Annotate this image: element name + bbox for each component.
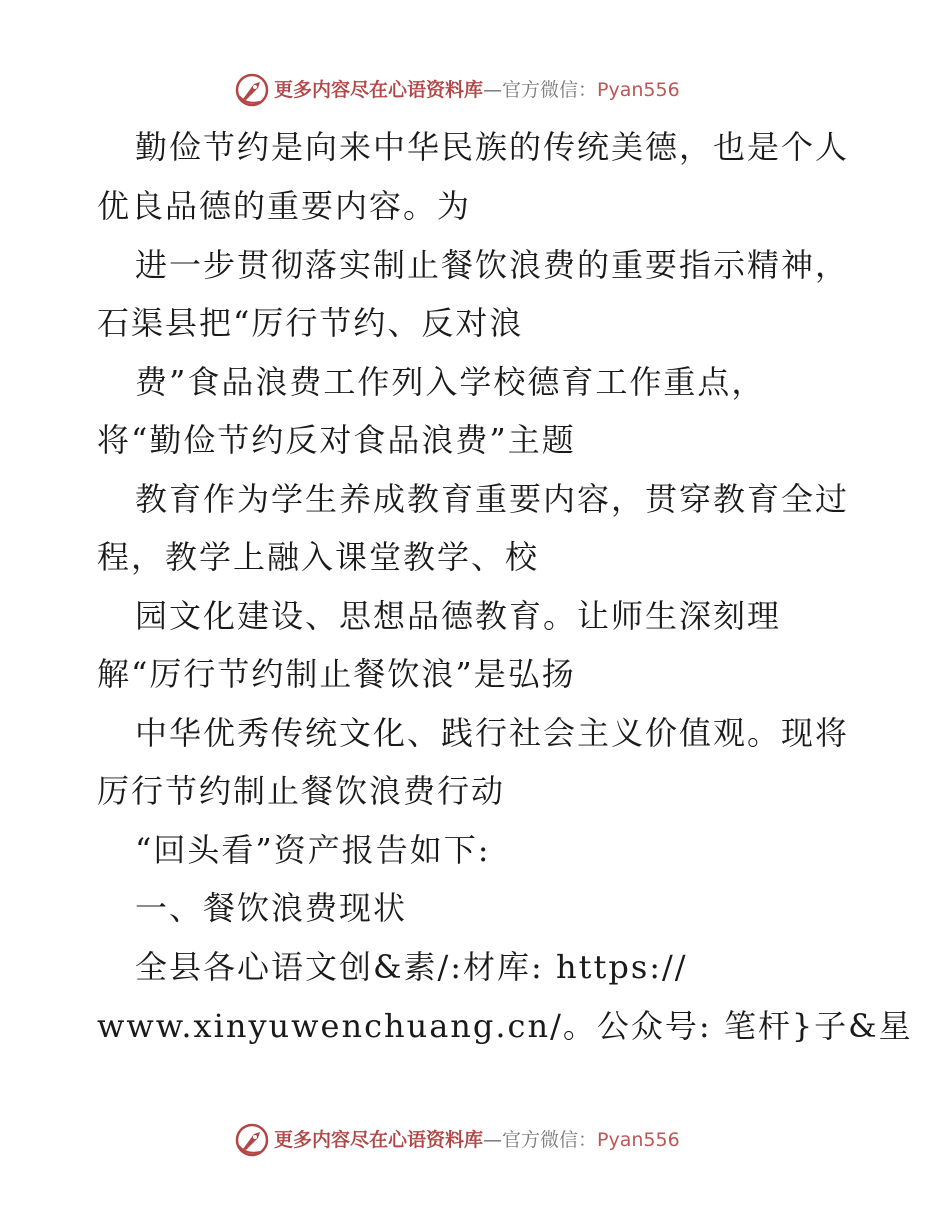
text-line: 将“勤俭节约反对食品浪费”主题 bbox=[97, 421, 576, 459]
text-line: “回头看”资产报告如下: bbox=[135, 831, 491, 869]
text-line: 费”食品浪费工作列入学校德育工作重点， bbox=[135, 363, 766, 401]
text-line: 解“厉行节约制止餐饮浪”是弘扬 bbox=[97, 655, 576, 693]
text-line: 进一步贯彻落实制止餐饮浪费的重要指示精神， bbox=[135, 246, 850, 284]
text-line: 勤俭节约是向来中华民族的传统美德，也是个人 bbox=[135, 128, 850, 166]
watermark-dash: — bbox=[483, 1129, 503, 1151]
watermark-id: Pyan556 bbox=[597, 1129, 680, 1151]
text-line: 程，教学上融入课堂教学、校 bbox=[97, 538, 540, 576]
pen-nib-logo-icon bbox=[234, 1122, 270, 1158]
text-line: www.xinyuwenchuang.cn/。公众号: 笔杆}子&星 bbox=[97, 1007, 913, 1045]
text-line: 厉行节约制止餐饮浪费行动 bbox=[97, 772, 506, 810]
text-line: 园文化建设、思想品德教育。让师生深刻理 bbox=[135, 597, 782, 635]
watermark-wechat-label: 官方微信： bbox=[502, 79, 598, 101]
text-line: 教育作为学生养成教育重要内容，贯穿教育全过 bbox=[135, 480, 850, 518]
watermark-wechat-label: 官方微信： bbox=[502, 1129, 598, 1151]
text-line: 优良品德的重要内容。为 bbox=[97, 187, 472, 225]
watermark-brand: 更多内容尽在心语资料库 bbox=[274, 1129, 484, 1151]
text-line: 中华优秀传统文化、践行社会主义价值观。现将 bbox=[135, 714, 850, 752]
text-line: 全县各心语文创&素/:材库: https:// bbox=[135, 948, 688, 986]
watermark-brand: 更多内容尽在心语资料库 bbox=[274, 79, 484, 101]
watermark-id: Pyan556 bbox=[597, 79, 680, 101]
text-line: 石渠县把“厉行节约、反对浪 bbox=[97, 304, 524, 342]
watermark-text bbox=[274, 1122, 680, 1158]
watermark-dash: — bbox=[483, 79, 503, 101]
footer-watermark bbox=[234, 1122, 680, 1158]
text-line: 一、餐饮浪费现状 bbox=[135, 889, 408, 927]
